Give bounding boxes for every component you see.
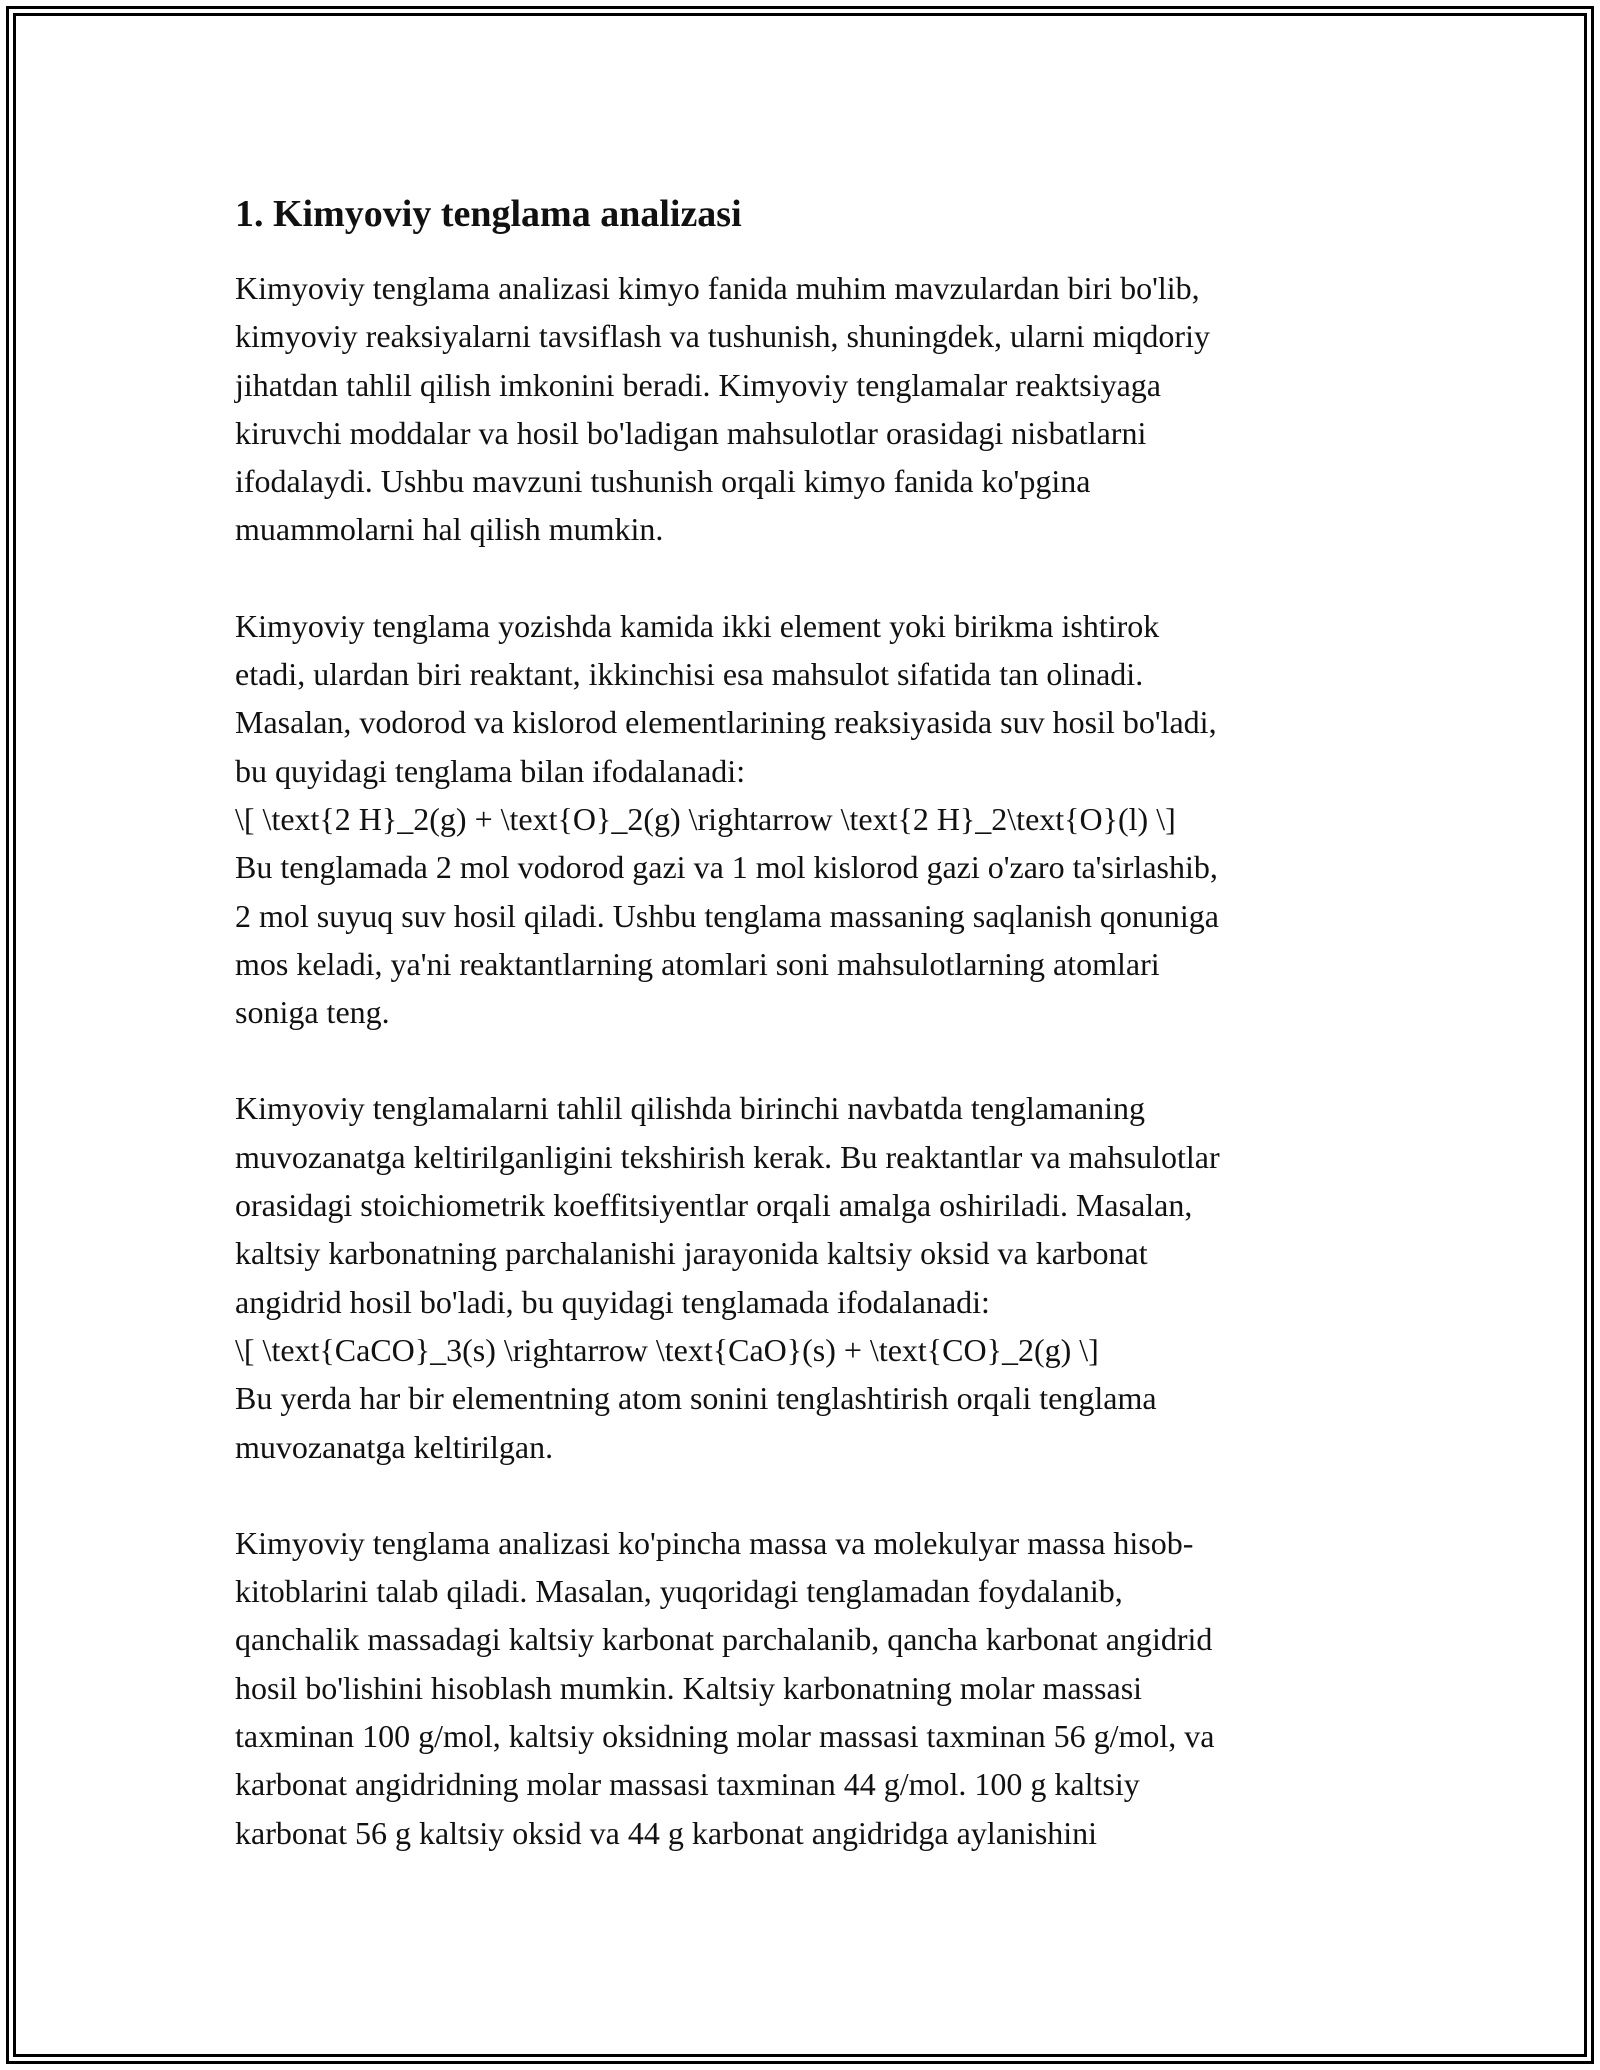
equation-line: \[ \text{2 H}_2(g) + \text{O}_2(g) \rightarrow \text{2 H}_2\text{O}(l) \] <box>235 800 1176 837</box>
text-line: Kimyoviy tenglama analizasi kimyo fanida muhim mavzulardan biri bo'lib, <box>235 270 1200 306</box>
text-line: soniga teng. <box>235 994 390 1031</box>
text-line: Kimyoviy tenglamalarni tahlil qilishda birinchi navbatda tenglamaning <box>235 1090 1145 1127</box>
text-line: hosil bo'lishini hisoblash mumkin. Kaltsiy karbonatning molar massasi <box>235 1669 1143 1706</box>
paragraph-water-reaction <box>235 602 1385 1037</box>
text-line: Kimyoviy tenglama yozishda kamida ikki element yoki birikma ishtirok <box>235 607 1160 644</box>
text-line: muvozanatga keltirilgan. <box>235 1428 554 1465</box>
equation-line: \[ \text{CaCO}_3(s) \rightarrow \text{CaO}(s) + \text{CO}_2(g) \] <box>235 1331 1099 1368</box>
text-line: muammolarni hal qilish mumkin. <box>235 511 664 548</box>
text-line: orasidagi stoichiometrik koeffitsiyentlar orqali amalga oshiriladi. Masalan, <box>235 1187 1193 1224</box>
document-body <box>235 186 1385 1905</box>
text-line: karbonat angidridning molar massasi taxminan 44 g/mol. 100 g kaltsiy <box>235 1766 1140 1803</box>
text-line: 2 mol suyuq suv hosil qiladi. Ushbu tenglama massaning saqlanish qonuniga <box>235 897 1219 934</box>
text-line: Bu tenglamada 2 mol vodorod gazi va 1 mol kislorod gazi o'zaro ta'sirlashib, <box>235 849 1218 886</box>
text-line: etadi, ulardan biri reaktant, ikkinchisi esa mahsulot sifatida tan olinadi. <box>235 656 1144 693</box>
text-line: taxminan 100 g/mol, kaltsiy oksidning molar massasi taxminan 56 g/mol, va <box>235 1718 1215 1755</box>
text-line: angidrid hosil bo'ladi, bu quyidagi tenglamada ifodalanadi: <box>235 1283 990 1320</box>
paragraph-mass-calculation <box>235 1519 1385 1857</box>
text-line: kiruvchi moddalar va hosil bo'ladigan mahsulotlar orasidagi nisbatlarni <box>235 414 1147 451</box>
text-line: kaltsiy karbonatning parchalanishi jarayonida kaltsiy oksid va karbonat <box>235 1235 1148 1272</box>
text-line: Bu yerda har bir elementning atom sonini tenglashtirish orqali tenglama <box>235 1380 1157 1417</box>
text-line: kitoblarini talab qiladi. Masalan, yuqoridagi tenglamadan foydalanib, <box>235 1573 1123 1610</box>
paragraph-introduction <box>235 264 1385 554</box>
paragraph-equation-balancing <box>235 1084 1385 1470</box>
text-line: qanchalik massadagi kaltsiy karbonat parchalanib, qancha karbonat angidrid <box>235 1621 1213 1658</box>
text-line: Masalan, vodorod va kislorod elementlarining reaksiyasida suv hosil bo'ladi, <box>235 704 1217 741</box>
text-line: karbonat 56 g kaltsiy oksid va 44 g karbonat angidridga aylanishini <box>235 1814 1098 1851</box>
text-line: jihatdan tahlil qilish imkonini beradi. Kimyoviy tenglamalar reaktsiyaga <box>235 366 1161 403</box>
text-line: Kimyoviy tenglama analizasi ko'pincha massa va molekulyar massa hisob- <box>235 1524 1194 1561</box>
text-line: mos keladi, ya'ni reaktantlarning atomlari soni mahsulotlarning atomlari <box>235 945 1160 982</box>
text-line: ifodalaydi. Ushbu mavzuni tushunish orqali kimyo fanida ko'pgina <box>235 463 1091 500</box>
text-line: muvozanatga keltirilganligini tekshirish kerak. Bu reaktantlar va mahsulotlar <box>235 1138 1220 1175</box>
section-heading: 1. Kimyoviy tenglama analizasi <box>235 193 742 235</box>
text-line: kimyoviy reaksiyalarni tavsiflash va tushunish, shuningdek, ularni miqdoriy <box>235 318 1210 355</box>
text-line: bu quyidagi tenglama bilan ifodalanadi: <box>235 752 746 789</box>
